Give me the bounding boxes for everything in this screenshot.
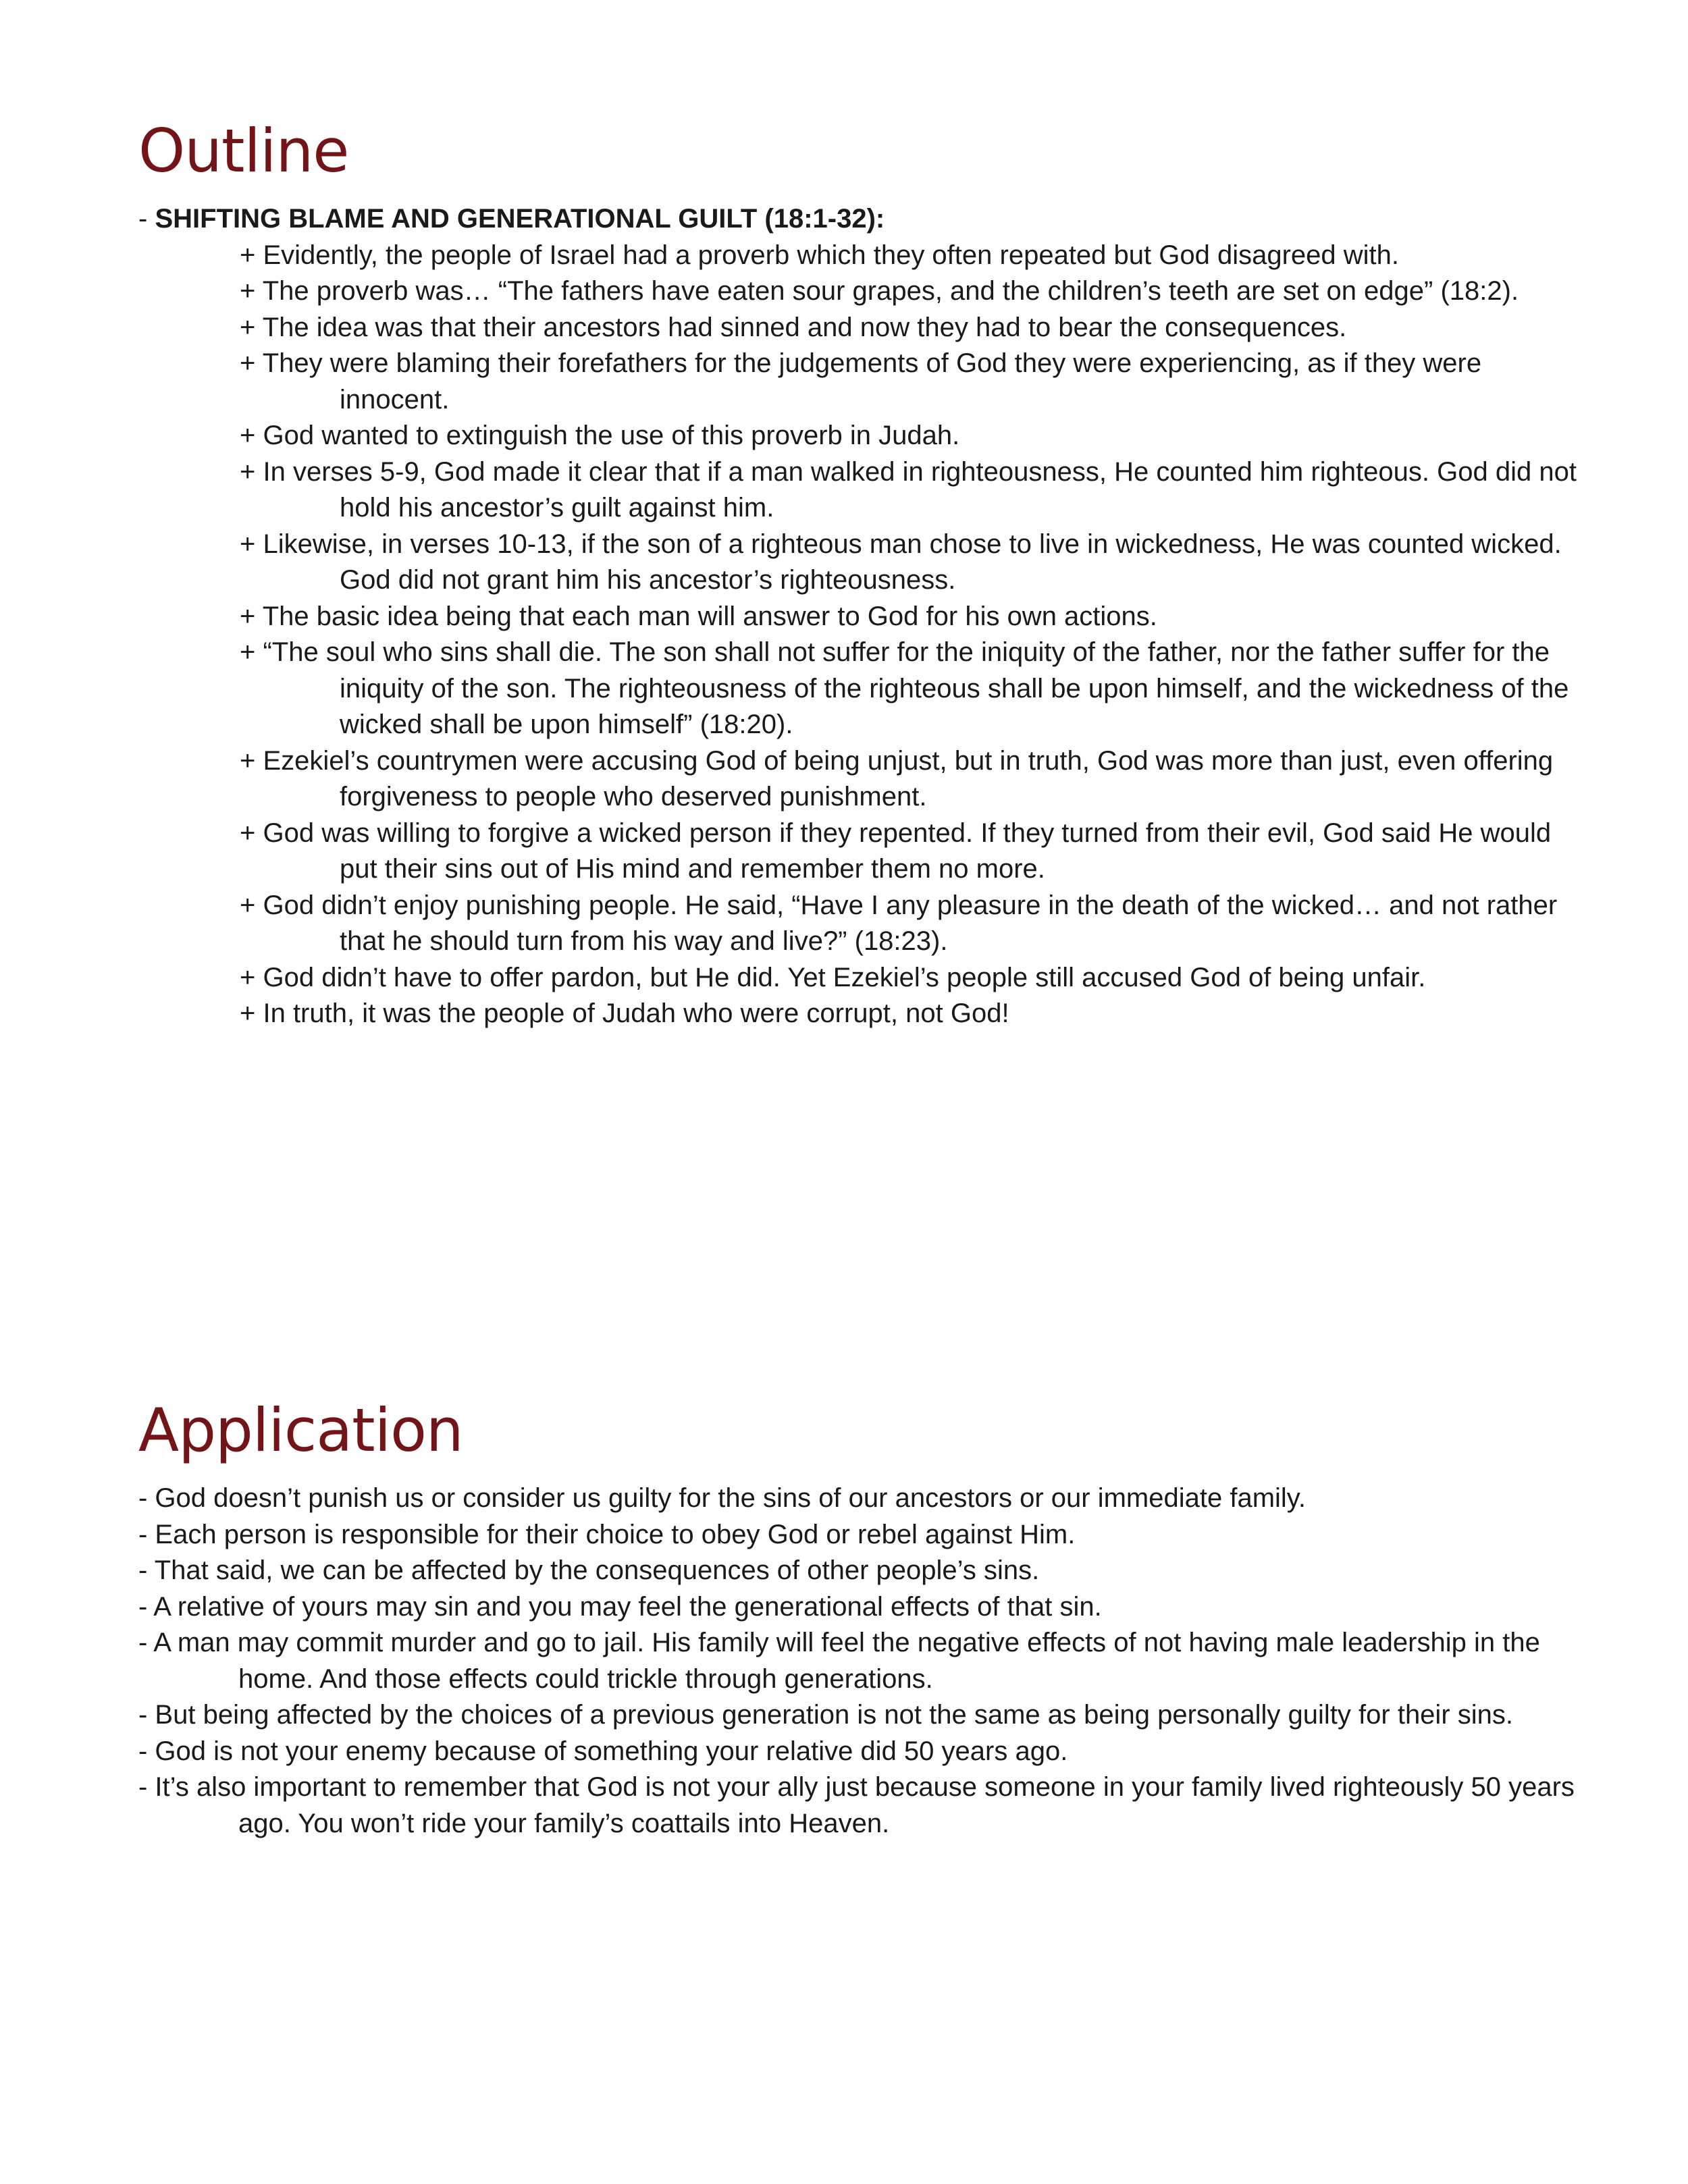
outline-points-list <box>240 238 1583 1032</box>
application-point: - But being affected by the choices of a previous generation is not the same as being personally guilty for their sins. <box>138 1700 1513 1730</box>
outline-point: + God didn’t enjoy punishing people. He said, “Have I any pleasure in the death of the wicked… and not rather that he should turn from his way and live?” (18:23). <box>240 890 1558 956</box>
application-point: - God is not your enemy because of something your relative did 50 years ago. <box>138 1736 1068 1766</box>
outline-point: + Evidently, the people of Israel had a proverb which they often repeated but God disagreed with. <box>240 240 1400 270</box>
application-heading: Application <box>138 1395 463 1465</box>
outline-point: + God was willing to forgive a wicked person if they repented. If they turned from their evil, God said He would put their sins out of His mind and remember them no more. <box>240 818 1552 884</box>
application-point: - That said, we can be affected by the consequences of other people’s sins. <box>138 1555 1040 1585</box>
outline-point: + In truth, it was the people of Judah who were corrupt, not God! <box>240 998 1009 1028</box>
topic-title: SHIFTING BLAME AND GENERATIONAL GUILT (18:1-32): <box>155 204 885 234</box>
topic-prefix: - <box>138 204 148 234</box>
application-point: - A man may commit murder and go to jail. His family will feel the negative effects of not having male leadership in the home. And those effects could trickle through generations. <box>138 1628 1540 1694</box>
outline-point: + The basic idea being that each man will answer to God for his own actions. <box>240 601 1157 631</box>
outline-point: + Ezekiel’s countrymen were accusing God of being unjust, but in truth, God was more than just, even offering forgiveness to people who deserved punishment. <box>240 745 1554 811</box>
outline-heading: Outline <box>138 116 349 186</box>
application-point: - Each person is responsible for their choice to obey God or rebel against Him. <box>138 1519 1076 1549</box>
application-point: - God doesn’t punish us or consider us guilty for the sins of our ancestors or our immediate family. <box>138 1483 1306 1513</box>
outline-topic <box>138 201 1583 238</box>
outline-point: + Likewise, in verses 10-13, if the son of a righteous man chose to live in wickedness, He was counted wicked. God did not grant him his ancestor’s righteousness. <box>240 529 1562 595</box>
outline-point: + “The soul who sins shall die. The son shall not suffer for the iniquity of the father, nor the father suffer for the iniquity of the son. The righteousness of the righteous shall be upon himself, and the wickedness of the wicked shall be upon himself” (18:20). <box>240 637 1569 739</box>
outline-point: + God didn’t have to offer pardon, but He did. Yet Ezekiel’s people still accused God of being unfair. <box>240 962 1426 992</box>
outline-point: + The idea was that their ancestors had sinned and now they had to bear the consequences. <box>240 312 1347 342</box>
application-point: - It’s also important to remember that God is not your ally just because someone in your family lived righteously 50 years ago. You won’t ride your family’s coattails into Heaven. <box>138 1772 1575 1838</box>
application-points-list <box>138 1481 1583 1842</box>
outline-point: + In verses 5-9, God made it clear that if a man walked in righteousness, He counted him righteous. God did not hold his ancestor’s guilt against him. <box>240 456 1577 523</box>
application-point: - A relative of yours may sin and you may feel the generational effects of that sin. <box>138 1591 1102 1622</box>
outline-point: + God wanted to extinguish the use of this proverb in Judah. <box>240 421 960 450</box>
application-section <box>138 1393 1583 1842</box>
outline-point: + They were blaming their forefathers for the judgements of God they were experiencing, as if they were innocent. <box>240 348 1482 415</box>
outline-point: + The proverb was… “The fathers have eaten sour grapes, and the children’s teeth are set on edge” (18:2). <box>240 276 1519 306</box>
outline-section <box>138 113 1583 1032</box>
